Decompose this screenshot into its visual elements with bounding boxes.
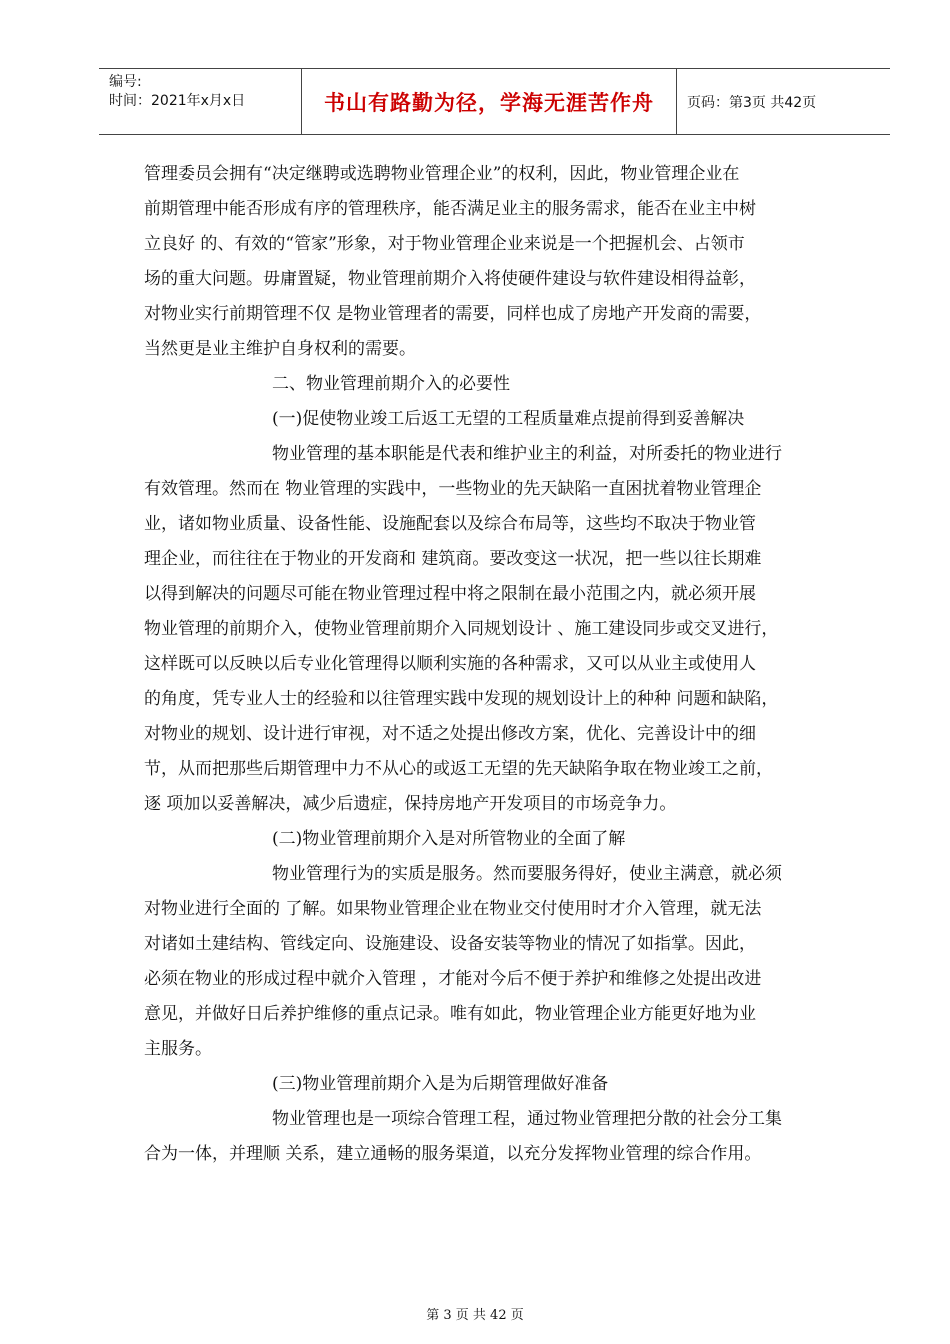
text-line: 对物业进行全面的 了解。如果物业管理企业在物业交付使用时才介入管理，就无法 <box>144 899 762 919</box>
time-label: 时间：2021年x月x日 <box>109 93 246 109</box>
text-line: 主服务。 <box>144 1039 212 1059</box>
text-line: 物业管理也是一项综合管理工程，通过物业管理把分散的社会分工集 <box>272 1109 782 1129</box>
text-line: 意见，并做好日后养护维修的重点记录。唯有如此，物业管理企业方能更好地为业 <box>144 1004 756 1024</box>
text-line: 必须在物业的形成过程中就介入管理 ，才能对今后不便于养护和维修之处提出改进 <box>144 969 762 989</box>
subsection-heading: (三)物业管理前期介入是为后期管理做好准备 <box>272 1074 609 1094</box>
text-line: 这样既可以反映以后专业化管理得以顺利实施的各种需求，又可以从业主或使用人 <box>144 654 756 674</box>
text-line: 的角度，凭专业人士的经验和以往管理实践中发现的规划设计上的种种 问题和缺陷， <box>144 689 779 709</box>
page-header <box>99 68 890 135</box>
text-line: 对诸如土建结构、管线定向、设施建设、设备安装等物业的情况了如指掌。因此， <box>144 934 756 954</box>
text-line: 以得到解决的问题尽可能在物业管理过程中将之限制在最小范围之内，就必须开展 <box>144 584 756 604</box>
subsection-heading: (一)促使物业竣工后返工无望的工程质量难点提前得到妥善解决 <box>272 409 745 429</box>
text-line: 业，诸如物业质量、设备性能、设施配套以及综合布局等，这些均不取决于物业管 <box>144 514 756 534</box>
text-line: 当然更是业主维护自身权利的需要。 <box>144 339 416 359</box>
text-line: 前期管理中能否形成有序的管理秩序，能否满足业主的服务需求，能否在业主中树 <box>144 199 756 219</box>
text-line: 场的重大问题。毋庸置疑，物业管理前期介入将使硬件建设与软件建设相得益彰， <box>144 269 756 289</box>
text-line: 逐 项加以妥善解决，减少后遗症，保持房地产开发项目的市场竞争力。 <box>144 794 677 814</box>
text-line: 对物业实行前期管理不仅 是物业管理者的需要，同样也成了房地产开发商的需要， <box>144 304 762 324</box>
subsection-heading: (二)物业管理前期介入是对所管物业的全面了解 <box>272 829 626 849</box>
text-line: 管理委员会拥有“决定继聘或选聘物业管理企业”的权利，因此，物业管理企业在 <box>144 164 740 184</box>
number-label: 编号: <box>109 74 142 90</box>
text-line: 合为一体，并理顺 关系，建立通畅的服务渠道，以充分发挥物业管理的综合作用。 <box>144 1144 762 1164</box>
text-line: 理企业，而往往在于物业的开发商和 建筑商。要改变这一状况，把一些以往长期难 <box>144 549 762 569</box>
text-line: 对物业的规划、设计进行审视，对不适之处提出修改方案，优化、完善设计中的细 <box>144 724 756 744</box>
text-line: 物业管理的基本职能是代表和维护业主的利益，对所委托的物业进行 <box>272 444 782 464</box>
header-meta <box>99 69 302 134</box>
header-motto: 书山有路勤为径，学海无涯苦作舟 <box>302 69 677 134</box>
header-page-code: 页码：第3页 共42页 <box>687 94 817 111</box>
section-heading: 二、物业管理前期介入的必要性 <box>272 374 510 394</box>
text-line: 立良好 的、有效的“管家”形象，对于物业管理企业来说是一个把握机会、占领市 <box>144 234 745 254</box>
text-line: 节，从而把那些后期管理中力不从心的或返工无望的先天缺陷争取在物业竣工之前， <box>144 759 773 779</box>
text-line: 物业管理的前期介入，使物业管理前期介入同规划设计 、施工建设同步或交叉进行， <box>144 619 779 639</box>
document-body <box>144 157 856 1172</box>
page-footer: 第 3 页 共 42 页 <box>426 1308 524 1323</box>
text-line: 有效管理。然而在 物业管理的实践中，一些物业的先天缺陷一直困扰着物业管理企 <box>144 479 762 499</box>
text-line: 物业管理行为的实质是服务。然而要服务得好，使业主满意，就必须 <box>272 864 782 884</box>
